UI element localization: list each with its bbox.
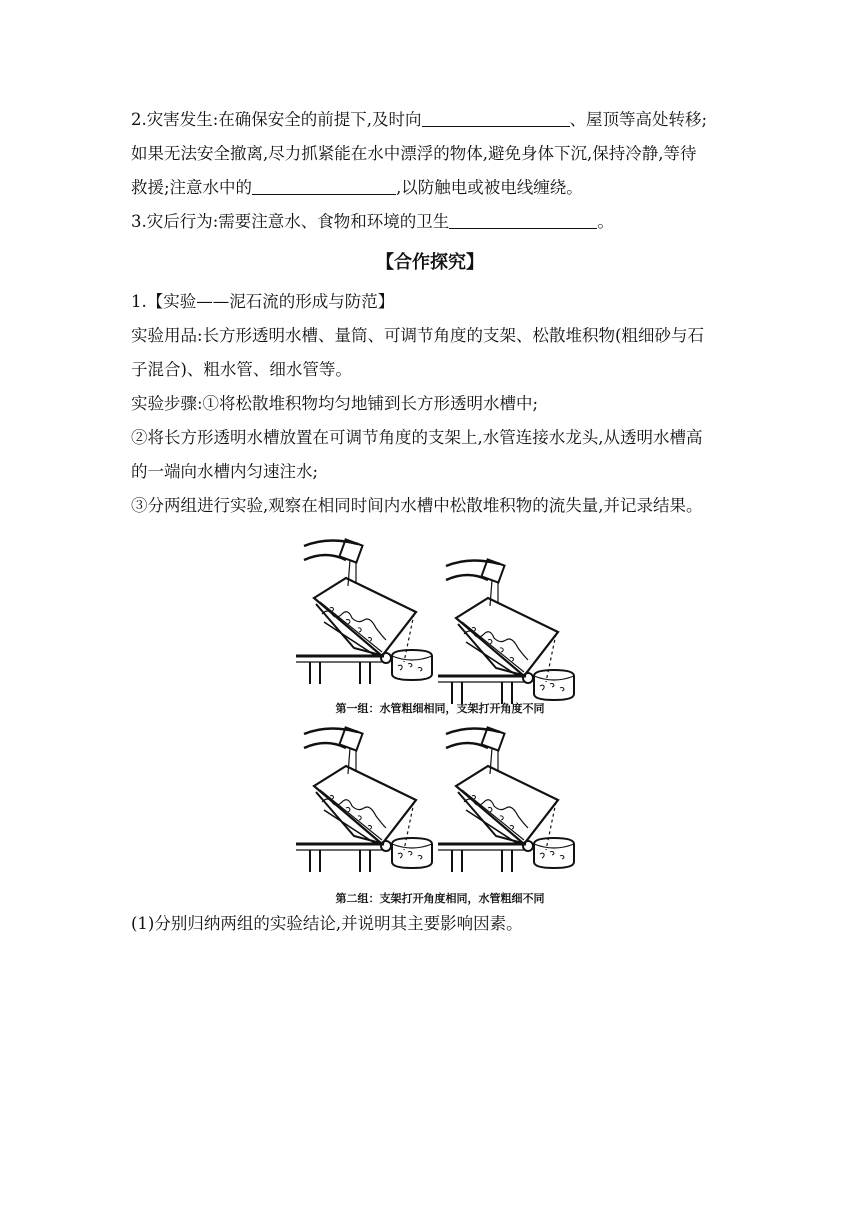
disaster-occurrence-line-1	[131, 108, 707, 132]
experiment-heading: 1.【实验——泥石流的形成与防范】	[131, 292, 395, 311]
step-1: 实验步骤:①将松散堆积物均匀地铺到长方形透明水槽中;	[131, 394, 539, 413]
step-2-line-2: 的一端向水槽内匀速注水;	[131, 462, 319, 481]
text-segment: 3.灾后行为:需要注意水、食物和环境的卫生	[131, 212, 450, 231]
answer-blank[interactable]	[422, 108, 570, 127]
answer-blank[interactable]	[449, 210, 597, 229]
setup-group2-right	[438, 727, 574, 872]
disaster-occurrence-line-3	[131, 176, 583, 200]
text-segment: 。	[597, 212, 614, 231]
question-1: (1)分别归纳两组的实验结论,并说明其主要影响因素。	[131, 914, 523, 933]
answer-blank[interactable]	[252, 176, 396, 195]
materials-line-1: 实验用品:长方形透明水槽、量筒、可调节角度的支架、松散堆积物(粗细砂与石	[131, 326, 704, 345]
experiment-figure	[290, 528, 590, 912]
step-3: ③分两组进行实验,观察在相同时间内水槽中松散堆积物的流失量,并记录结果。	[131, 496, 703, 515]
disaster-occurrence-line-2: 如果无法安全撤离,尽力抓紧能在水中漂浮的物体,避免身体下沉,保持冷静,等待	[131, 144, 697, 163]
step-2-line-1: ②将长方形透明水槽放置在可调节角度的支架上,水管连接水龙头,从透明水槽高	[131, 428, 703, 447]
figure-caption-group1: 第一组：水管粗细相同，支架打开角度不同	[335, 702, 545, 715]
setup-group2-left	[296, 727, 432, 872]
section-title: 【合作探究】	[376, 252, 484, 273]
text-segment: 2.灾害发生:在确保安全的前提下,及时向	[131, 110, 422, 129]
text-segment: ,以防触电或被电线缠绕。	[396, 178, 583, 197]
text-segment: 救援;注意水中的	[131, 178, 253, 197]
materials-line-2: 子混合)、粗水管、细水管等。	[131, 360, 352, 379]
setup-group1-left	[296, 539, 432, 684]
text-segment: 、屋顶等高处转移;	[569, 110, 708, 129]
experiment-illustration	[290, 528, 590, 912]
post-disaster-line	[131, 210, 614, 234]
figure-caption-group2: 第二组：支架打开角度相同，水管粗细不同	[335, 892, 545, 905]
setup-group1-right	[438, 559, 574, 704]
